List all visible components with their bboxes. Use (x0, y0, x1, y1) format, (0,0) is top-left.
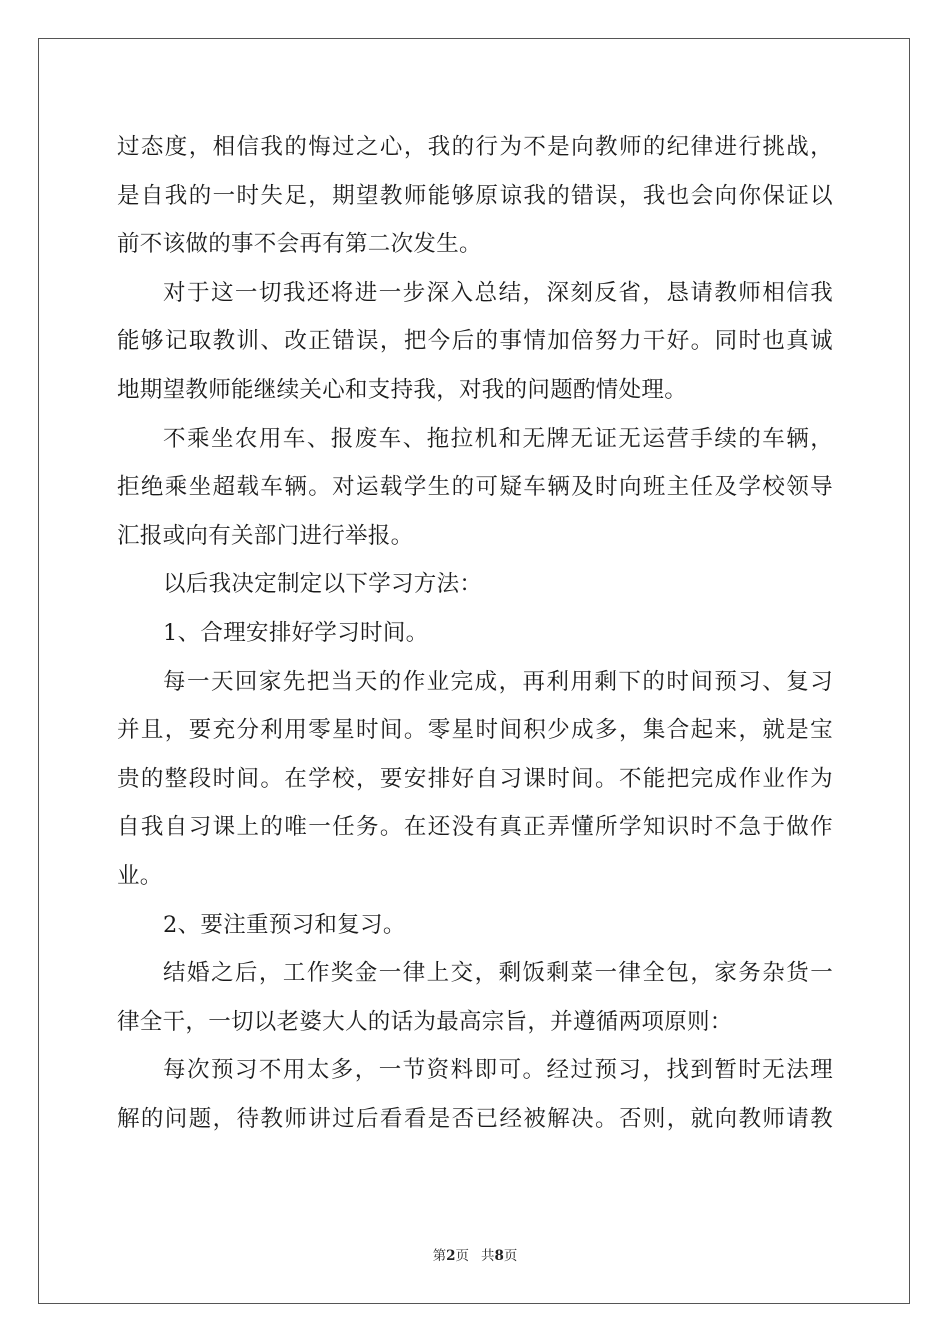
text-line: 结婚之后，工作奖金一律上交，剩饭剩菜一律全包，家务杂货一 (163, 960, 833, 987)
text-line: 律全干，一切以老婆大人的话为最高宗旨，并遵循两项原则： (117, 1008, 733, 1035)
text-line: 每一天回家先把当天的作业完成，再利用剩下的时间预习、复习 (163, 668, 833, 695)
text-line: 1、合理安排好学习时间。 (163, 619, 429, 646)
text-line: 地期望教师能继续关心和支持我，对我的问题酌情处理。 (117, 376, 688, 403)
text-line: 每次预习不用太多，一节资料即可。经过预习，找到暂时无法理 (163, 1057, 833, 1084)
page-number: 2 (446, 1248, 456, 1264)
text-line: 过态度，相信我的悔过之心，我的行为不是向教师的纪律进行挑战， (117, 134, 833, 160)
text-line: 以后我决定制定以下学习方法： (163, 571, 483, 598)
text-line: 前不该做的事不会再有第二次发生。 (117, 231, 482, 258)
text-line: 并且，要充分利用零星时间。零星时间积少成多，集合起来，就是宝 (117, 717, 833, 744)
text-line: 是自我的一时失足，期望教师能够原谅我的错误，我也会向你保证以 (117, 182, 833, 209)
text-line: 自我自习课上的唯一任务。在还没有真正弄懂所学知识时不急于做作 (117, 814, 833, 841)
total-pages: 8 (494, 1248, 504, 1264)
document-body (117, 123, 833, 1143)
text-line: 拒绝乘坐超载车辆。对运载学生的可疑车辆及时向班主任及学校领导 (117, 474, 833, 501)
text-line: 汇报或向有关部门进行举报。 (117, 522, 414, 549)
page-suffix: 页 (455, 1248, 469, 1264)
text-line: 不乘坐农用车、报废车、拖拉机和无牌无证无运营手续的车辆， (163, 425, 833, 452)
page-prefix: 第 (432, 1248, 447, 1264)
total-prefix: 共 (481, 1248, 495, 1264)
text-line: 对于这一切我还将进一步深入总结，深刻反省，恳请教师相信我 (163, 279, 833, 306)
text-line: 业。 (117, 862, 163, 889)
text-line: 贵的整段时间。在学校，要安排好自习课时间。不能把完成作业作为 (117, 765, 833, 792)
text-line: 2、要注重预习和复习。 (163, 911, 406, 938)
text-line: 能够记取教训、改正错误，把今后的事情加倍努力干好。同时也真诚 (117, 328, 833, 355)
total-suffix: 页 (503, 1248, 518, 1264)
page-footer (0, 1244, 950, 1264)
text-line: 解的问题，待教师讲过后看看是否已经被解决。否则，就向教师请教 (117, 1105, 833, 1132)
